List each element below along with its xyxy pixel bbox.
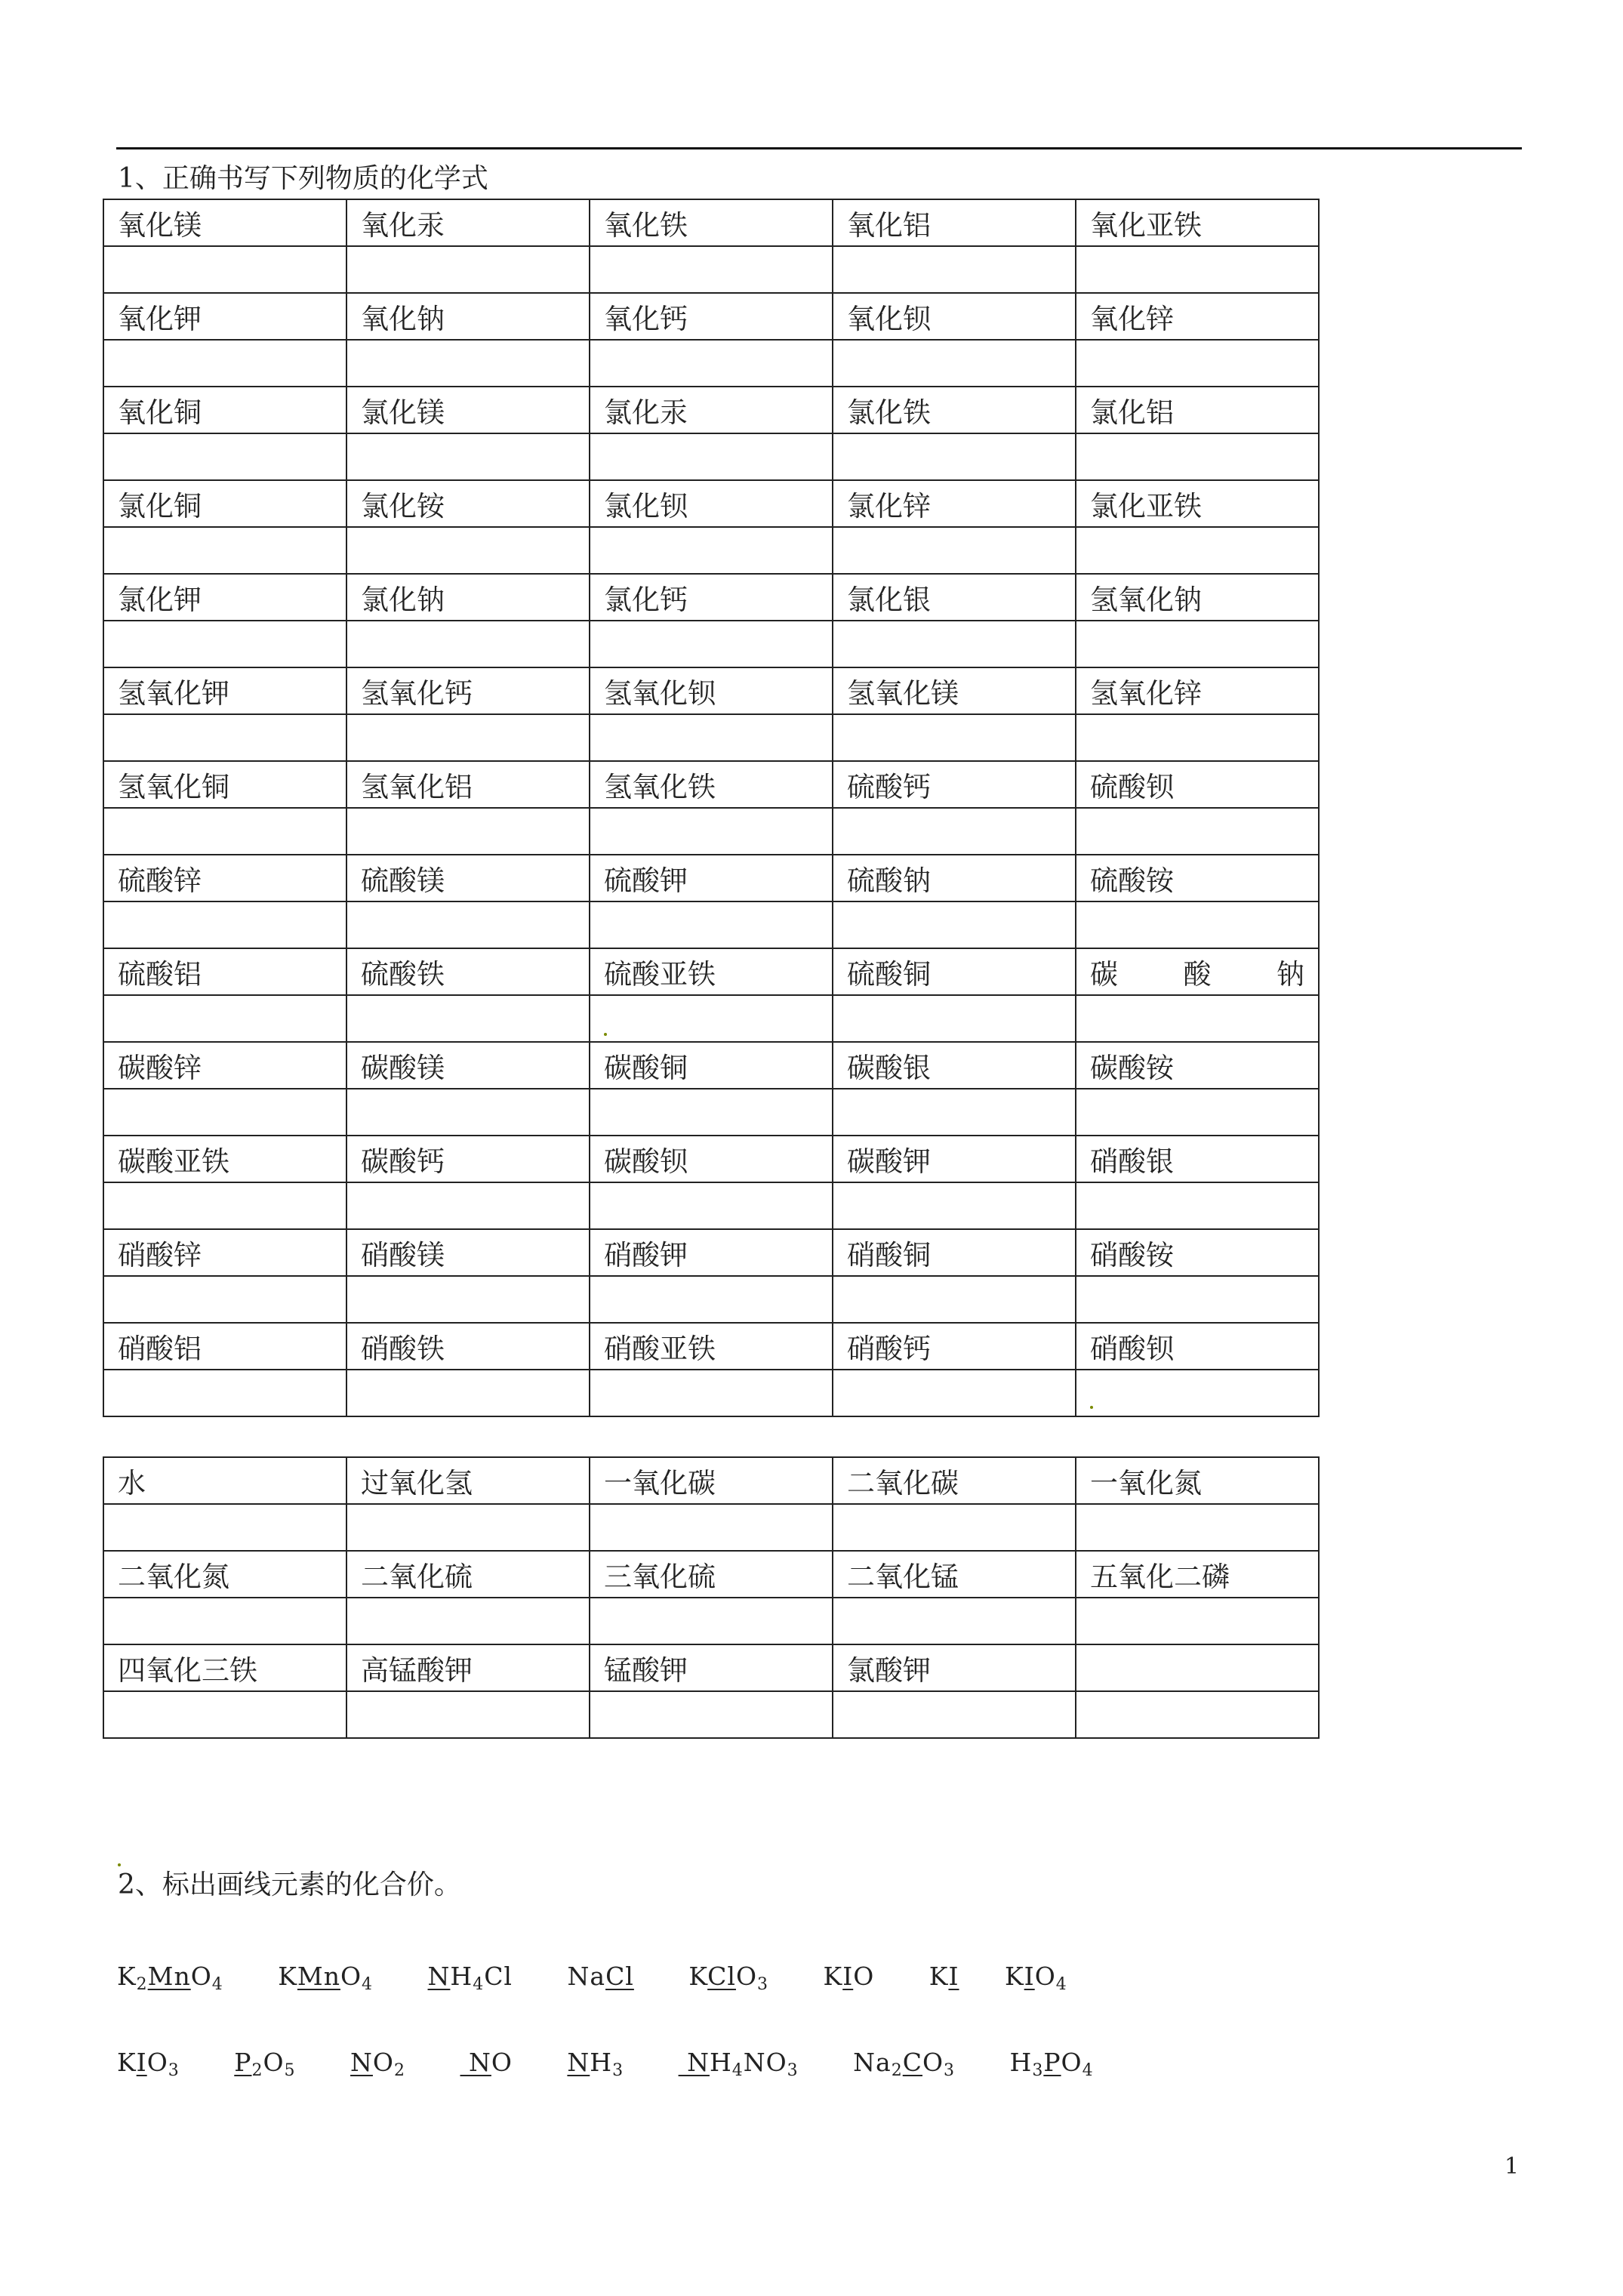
compound-name-cell: 硝酸铁: [346, 1323, 590, 1370]
compound-name-cell: 碳酸镁: [346, 1042, 590, 1089]
answer-cell[interactable]: [590, 1182, 833, 1229]
answer-cell[interactable]: [833, 1370, 1076, 1416]
compound-name-cell: 氯化汞: [590, 387, 833, 433]
answer-cell[interactable]: [1076, 246, 1319, 293]
compound-name-cell: 四氧化三铁: [103, 1644, 346, 1691]
answer-cell[interactable]: [590, 621, 833, 667]
formula-table-1: [103, 199, 1320, 1417]
answer-cell[interactable]: [346, 1370, 590, 1416]
compound-name-cell: 氯化银: [833, 574, 1076, 621]
compound-name-cell: 氢氧化钠: [1076, 574, 1319, 621]
answer-cell[interactable]: [346, 995, 590, 1042]
compound-name-cell: 氯化铁: [833, 387, 1076, 433]
compound-name-cell: 氯化钠: [346, 574, 590, 621]
compound-name-cell: 硝酸钾: [590, 1229, 833, 1276]
compound-name-cell: 氧化钙: [590, 293, 833, 340]
formula-row-1: [117, 1962, 1114, 1994]
table1-row: [103, 527, 1319, 574]
question-1-title: 1、正确书写下列物质的化学式: [118, 163, 488, 194]
answer-cell[interactable]: [590, 995, 833, 1042]
table1-row: [103, 1276, 1319, 1323]
table2-row: [103, 1504, 1319, 1551]
compound-name-cell: 氧化亚铁: [1076, 199, 1319, 246]
answer-cell[interactable]: [346, 433, 590, 480]
compound-name-cell: 氢氧化锌: [1076, 667, 1319, 714]
compound-name-cell: 氯化钙: [590, 574, 833, 621]
answer-cell[interactable]: [590, 901, 833, 948]
table1-row: [103, 246, 1319, 293]
answer-cell[interactable]: [346, 901, 590, 948]
table1-row: [103, 621, 1319, 667]
answer-cell[interactable]: [346, 1182, 590, 1229]
compound-name-cell: 硝酸锌: [103, 1229, 346, 1276]
answer-cell[interactable]: [103, 621, 346, 667]
compound-name-cell: 高锰酸钾: [346, 1644, 590, 1691]
answer-cell[interactable]: [590, 433, 833, 480]
answer-cell[interactable]: [1076, 527, 1319, 574]
formula-nacl: NaCl: [567, 1962, 634, 1991]
compound-name-cell: 硝酸银: [1076, 1136, 1319, 1182]
answer-cell[interactable]: [833, 995, 1076, 1042]
compound-name-cell: 氧化铝: [833, 199, 1076, 246]
answer-cell[interactable]: [590, 1598, 833, 1644]
table1-row: [103, 667, 1319, 714]
answer-cell[interactable]: [103, 1598, 346, 1644]
compound-name-cell: 氯化钾: [103, 574, 346, 621]
table1-row: [103, 808, 1319, 855]
answer-cell[interactable]: [590, 246, 833, 293]
answer-cell[interactable]: [1076, 1691, 1319, 1738]
answer-cell[interactable]: [590, 1276, 833, 1323]
compound-name-cell: 碳酸钡: [590, 1136, 833, 1182]
table1-row: [103, 574, 1319, 621]
table1-row: [103, 199, 1319, 246]
compound-name-cell: 氯化镁: [346, 387, 590, 433]
table1-row: [103, 480, 1319, 527]
answer-cell[interactable]: [1076, 621, 1319, 667]
compound-name-cell: 氯化亚铁: [1076, 480, 1319, 527]
table1-row: [103, 340, 1319, 387]
table1-row: [103, 855, 1319, 901]
compound-name-cell: 氧化锌: [1076, 293, 1319, 340]
compound-name-cell: 硫酸钠: [833, 855, 1076, 901]
compound-name-cell: [1076, 948, 1319, 995]
answer-cell[interactable]: [833, 1691, 1076, 1738]
compound-name-cell: 硝酸铜: [833, 1229, 1076, 1276]
compound-name-cell: 硫酸亚铁: [590, 948, 833, 995]
answer-cell[interactable]: [833, 1182, 1076, 1229]
compound-name-cell: 硫酸锌: [103, 855, 346, 901]
header-rule: [116, 147, 1522, 149]
compound-name-cell: 硝酸亚铁: [590, 1323, 833, 1370]
compound-name-cell: 三氧化硫: [590, 1551, 833, 1598]
answer-cell[interactable]: [1076, 1182, 1319, 1229]
table1-row: [103, 1370, 1319, 1416]
compound-name-cell: 氢氧化铁: [590, 761, 833, 808]
compound-name-cell: 碳酸钾: [833, 1136, 1076, 1182]
answer-cell[interactable]: [590, 808, 833, 855]
answer-cell[interactable]: [833, 1276, 1076, 1323]
compound-name-cell: 氢氧化铝: [346, 761, 590, 808]
compound-name-cell: 硫酸铁: [346, 948, 590, 995]
compound-name-cell: 硫酸镁: [346, 855, 590, 901]
answer-cell[interactable]: [103, 1691, 346, 1738]
formula-ki: KI: [929, 1962, 959, 1991]
answer-cell[interactable]: [1076, 340, 1319, 387]
table1-row: [103, 948, 1319, 995]
answer-cell[interactable]: [1076, 1644, 1319, 1691]
compound-name-cell: 二氧化碳: [833, 1457, 1076, 1504]
compound-name-cell: 氢氧化铜: [103, 761, 346, 808]
answer-cell[interactable]: [833, 808, 1076, 855]
answer-cell[interactable]: [103, 340, 346, 387]
answer-cell[interactable]: [1076, 433, 1319, 480]
stray-dot: [118, 1863, 121, 1866]
compound-name-cell: 锰酸钾: [590, 1644, 833, 1691]
compound-name-cell: 氢氧化钡: [590, 667, 833, 714]
answer-cell[interactable]: [833, 340, 1076, 387]
answer-cell[interactable]: [1076, 901, 1319, 948]
formula-p2o5: $P_2O_5$: [234, 2048, 296, 2080]
answer-cell[interactable]: [833, 433, 1076, 480]
compound-name-cell: 氯化铝: [1076, 387, 1319, 433]
answer-cell[interactable]: [1076, 1089, 1319, 1136]
compound-name-cell: 硫酸钙: [833, 761, 1076, 808]
formula-h3po4: $H_3PO_4$: [1009, 2048, 1094, 2080]
answer-cell[interactable]: [833, 714, 1076, 761]
compound-name-cell: 二氧化锰: [833, 1551, 1076, 1598]
table1-row: [103, 901, 1319, 948]
answer-cell[interactable]: [103, 1504, 346, 1551]
compound-name-cell: 氧化镁: [103, 199, 346, 246]
table1-row: [103, 995, 1319, 1042]
formula-kio4: $KIO_4$: [1005, 1962, 1067, 1994]
formula-no2: $NO_2$: [350, 2048, 405, 2080]
compound-name-cell: 碳酸银: [833, 1042, 1076, 1089]
answer-cell[interactable]: [346, 527, 590, 574]
answer-cell[interactable]: [103, 714, 346, 761]
compound-name-cell: 二氧化氮: [103, 1551, 346, 1598]
answer-cell[interactable]: [1076, 1370, 1319, 1416]
answer-cell[interactable]: [346, 1504, 590, 1551]
compound-name-cell: 氧化汞: [346, 199, 590, 246]
table1-row: [103, 1136, 1319, 1182]
answer-cell[interactable]: [833, 621, 1076, 667]
answer-cell[interactable]: [1076, 1598, 1319, 1644]
compound-name-cell: 氯酸钾: [833, 1644, 1076, 1691]
answer-cell[interactable]: [833, 1504, 1076, 1551]
answer-cell[interactable]: [1076, 1276, 1319, 1323]
compound-name-cell: 硝酸钙: [833, 1323, 1076, 1370]
answer-cell[interactable]: [346, 1691, 590, 1738]
answer-cell[interactable]: [833, 901, 1076, 948]
compound-name-cell: 碳酸锌: [103, 1042, 346, 1089]
answer-cell[interactable]: [346, 621, 590, 667]
compound-name-cell: 水: [103, 1457, 346, 1504]
answer-cell[interactable]: [590, 340, 833, 387]
compound-name-cell: 碳酸铜: [590, 1042, 833, 1089]
answer-cell[interactable]: [346, 1089, 590, 1136]
compound-name-spread: 碳 酸 钠: [1090, 958, 1304, 991]
answer-cell[interactable]: [833, 1089, 1076, 1136]
compound-name-cell: 硝酸钡: [1076, 1323, 1319, 1370]
answer-cell[interactable]: [103, 1089, 346, 1136]
answer-cell[interactable]: [590, 1504, 833, 1551]
answer-cell[interactable]: [103, 1182, 346, 1229]
formula-k2mno4: $K_2MnO_4$: [117, 1962, 223, 1994]
answer-cell[interactable]: [590, 714, 833, 761]
compound-name-cell: 氧化铁: [590, 199, 833, 246]
answer-cell[interactable]: [1076, 1504, 1319, 1551]
compound-name-cell: 硫酸铝: [103, 948, 346, 995]
compound-name-cell: 氢氧化镁: [833, 667, 1076, 714]
answer-cell[interactable]: [833, 246, 1076, 293]
answer-cell[interactable]: [590, 527, 833, 574]
compound-name-cell: 一氧化氮: [1076, 1457, 1319, 1504]
table1-row: [103, 387, 1319, 433]
compound-name-cell: 碳酸钙: [346, 1136, 590, 1182]
compound-name-cell: 氧化钡: [833, 293, 1076, 340]
table1-row: [103, 1089, 1319, 1136]
table2-row: [103, 1457, 1319, 1504]
answer-cell[interactable]: [103, 1370, 346, 1416]
table1-row: [103, 293, 1319, 340]
compound-name-cell: 氧化铜: [103, 387, 346, 433]
answer-cell[interactable]: [103, 246, 346, 293]
compound-name-cell: 硫酸钡: [1076, 761, 1319, 808]
answer-cell[interactable]: [346, 246, 590, 293]
answer-cell[interactable]: [103, 808, 346, 855]
compound-name-cell: 硫酸铜: [833, 948, 1076, 995]
compound-name-cell: 氢氧化钾: [103, 667, 346, 714]
answer-cell[interactable]: [833, 527, 1076, 574]
formula-no: NO: [460, 2048, 513, 2077]
answer-cell[interactable]: [346, 808, 590, 855]
compound-name-cell: 硝酸铵: [1076, 1229, 1319, 1276]
table1-row: [103, 714, 1319, 761]
formula-kclo3: KClO$_3$: [688, 1962, 769, 1994]
answer-cell[interactable]: [346, 1276, 590, 1323]
answer-cell[interactable]: [590, 1370, 833, 1416]
compound-name-cell: 硫酸铵: [1076, 855, 1319, 901]
formula-kmno4: KMnO$_4$: [278, 1962, 374, 1994]
stray-dot: [1090, 1406, 1093, 1409]
question-2-title: 2、标出画线元素的化合价。: [118, 1869, 461, 1900]
compound-name-cell: 碳酸亚铁: [103, 1136, 346, 1182]
answer-cell[interactable]: [590, 1691, 833, 1738]
compound-name-cell: 一氧化碳: [590, 1457, 833, 1504]
formula-kio3: $KIO_3$: [117, 2048, 180, 2080]
answer-cell[interactable]: [103, 527, 346, 574]
answer-cell[interactable]: [1076, 995, 1319, 1042]
table1-row: [103, 1229, 1319, 1276]
table1-row: [103, 1042, 1319, 1089]
table2-row: [103, 1644, 1319, 1691]
answer-cell[interactable]: [590, 1089, 833, 1136]
formula-nh3: $NH_3$: [567, 2048, 624, 2080]
page-number: 1: [1504, 2153, 1520, 2180]
answer-cell[interactable]: [103, 995, 346, 1042]
compound-name-cell: 氯化铜: [103, 480, 346, 527]
compound-name-cell: 氯化铵: [346, 480, 590, 527]
compound-name-cell: 氯化锌: [833, 480, 1076, 527]
answer-cell[interactable]: [1076, 808, 1319, 855]
table2-row: [103, 1598, 1319, 1644]
compound-name-cell: 硝酸铝: [103, 1323, 346, 1370]
compound-name-cell: 硫酸钾: [590, 855, 833, 901]
formula-nh4cl: $NH_4Cl$: [427, 1962, 513, 1994]
formula-row-2: [117, 2048, 1141, 2080]
compound-name-cell: 五氧化二磷: [1076, 1551, 1319, 1598]
answer-cell[interactable]: [1076, 714, 1319, 761]
table2-row: [103, 1691, 1319, 1738]
answer-cell[interactable]: [346, 714, 590, 761]
answer-cell[interactable]: [103, 1276, 346, 1323]
answer-cell[interactable]: [103, 433, 346, 480]
table1-row: [103, 433, 1319, 480]
answer-cell[interactable]: [346, 340, 590, 387]
table1-row: [103, 1182, 1319, 1229]
answer-cell[interactable]: [346, 1598, 590, 1644]
compound-name-cell: 氢氧化钙: [346, 667, 590, 714]
answer-cell[interactable]: [833, 1598, 1076, 1644]
formula-nh4no3: $NH_4NO_3$: [678, 2048, 799, 2080]
table1-row: [103, 761, 1319, 808]
compound-name-cell: 二氧化硫: [346, 1551, 590, 1598]
table1-row: [103, 1323, 1319, 1370]
formula-kio: KIO: [823, 1962, 875, 1991]
answer-cell[interactable]: [103, 901, 346, 948]
compound-name-cell: 氧化钾: [103, 293, 346, 340]
compound-name-cell: 氧化钠: [346, 293, 590, 340]
compound-name-cell: 过氧化氢: [346, 1457, 590, 1504]
stray-dot: [604, 1033, 607, 1036]
formula-na2co3: $Na_2CO_3$: [853, 2048, 956, 2080]
table2-row: [103, 1551, 1319, 1598]
compound-name-cell: 碳酸铵: [1076, 1042, 1319, 1089]
compound-name-cell: 硝酸镁: [346, 1229, 590, 1276]
formula-table-2: [103, 1456, 1320, 1739]
compound-name-cell: 氯化钡: [590, 480, 833, 527]
